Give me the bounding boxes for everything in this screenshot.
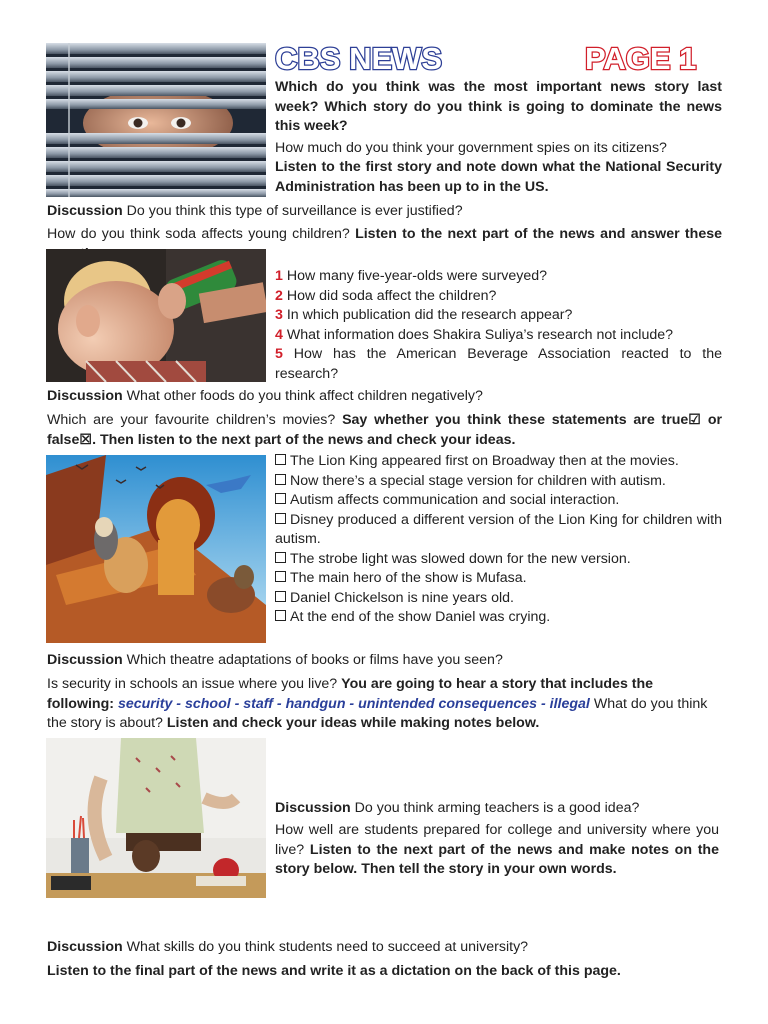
checkbox-icon[interactable]: [275, 591, 286, 602]
discussion-skills: [47, 938, 727, 958]
soda-question: 2 How did soda affect the children?: [275, 287, 497, 304]
final-instruction: Listen to the final part of the news and write it as a dictation on the back of this page.: [47, 963, 621, 979]
security-instruction-2: Listen and check your ideas while making notes below.: [166, 715, 540, 731]
soda-lead: How do you think soda affects young children?: [47, 226, 350, 242]
discussion-label: Discussion: [47, 652, 123, 668]
false-icon: ☒: [79, 431, 93, 448]
soda-question: 4 What information does Shakira Suliya’s research not include?: [275, 326, 674, 343]
college-instruction: Listen to the next part of the news and make notes on the story below. Then tell the story in your own words.: [275, 841, 719, 877]
statement-item: The Lion King appeared first on Broadway then at the movies.: [275, 452, 722, 472]
checkbox-icon[interactable]: [275, 571, 286, 582]
checkbox-icon[interactable]: [275, 513, 286, 524]
security-intro: [47, 675, 722, 734]
teacher-photo: [46, 738, 266, 898]
checkbox-icon[interactable]: [275, 552, 286, 563]
movies-lead: Which are your favourite children’s movies?: [47, 412, 336, 428]
security-question: What do you think the story is about?: [47, 695, 708, 731]
checkbox-icon[interactable]: [275, 474, 286, 485]
statement-item: Now there’s a special stage version for children with autism.: [275, 472, 722, 492]
lion-king-photo: [46, 455, 266, 643]
nsa-instruction: Listen to the first story and note down what the National Security Administration has been up to in the US.: [275, 159, 722, 195]
true-icon: ☑: [688, 412, 702, 428]
security-lead: Is security in schools an issue where you live?: [47, 676, 338, 692]
discussion-text: What other foods do you think affect children negatively?: [126, 388, 483, 404]
statement-item: Daniel Chickelson is nine years old.: [275, 589, 722, 609]
discussion-text: Which theatre adaptations of books or films have you seen?: [126, 652, 503, 668]
spying-question: How much do you think your government spies on its citizens?: [275, 140, 667, 156]
discussion-surveillance: [47, 202, 727, 222]
discussion-foods: [47, 387, 727, 407]
checkbox-icon[interactable]: [275, 610, 286, 621]
college-intro: [275, 821, 719, 880]
soda-questions: [275, 267, 722, 384]
discussion-text: What skills do you think students need to succeed at university?: [126, 939, 529, 955]
security-instruction: You are going to hear a story that includes the following:: [47, 676, 654, 712]
discussion-label: Discussion: [275, 800, 351, 816]
movies-instruction: Say whether you think these statements are true☑ or false☒. Then listen to the next part of the news and check your ideas.: [47, 412, 722, 448]
brand-title: CBS NEWS: [275, 41, 443, 76]
discussion-theatre: [47, 651, 727, 671]
soda-question: 5 How has the American Beverage Association reacted to the research?: [275, 346, 723, 382]
discussion-text: Do you think arming teachers is a good idea?: [354, 800, 640, 816]
discussion-label: Discussion: [47, 939, 123, 955]
discussion-label: Discussion: [47, 388, 123, 404]
page-number: PAGE 1: [585, 41, 697, 76]
intro-question: Which do you think was the most important news story last week? Which story do you think is going to dominate the news this week?: [275, 79, 722, 134]
discussion-text: Do you think this type of surveillance is ever justified?: [126, 203, 463, 219]
movie-statements: [275, 452, 722, 628]
statement-item: The main hero of the show is Mufasa.: [275, 569, 722, 589]
surveillance-photo: [46, 43, 266, 197]
soda-photo: [46, 249, 266, 382]
soda-question: 1 How many five-year-olds were surveyed?: [275, 268, 548, 284]
statement-item: Disney produced a different version of the Lion King for children with autism.: [275, 511, 722, 547]
statement-item: Autism affects communication and social interaction.: [275, 491, 722, 511]
statement-item: At the end of the show Daniel was crying.: [275, 608, 722, 628]
checkbox-icon[interactable]: [275, 493, 286, 504]
college-lead: How well are students prepared for college and university where you live?: [275, 822, 719, 858]
movies-intro: [47, 411, 722, 450]
checkbox-icon[interactable]: [275, 454, 286, 465]
discussion-arming: [275, 799, 722, 819]
soda-question: 3 In which publication did the research appear?: [275, 307, 573, 323]
security-keywords: security - school - staff - handgun - unintended consequences - illegal: [117, 695, 590, 712]
discussion-label: Discussion: [47, 203, 123, 219]
statement-item: The strobe light was slowed down for the new version.: [275, 550, 722, 570]
soda-instruction: Listen to the next part of the news and answer these: [355, 226, 722, 242]
